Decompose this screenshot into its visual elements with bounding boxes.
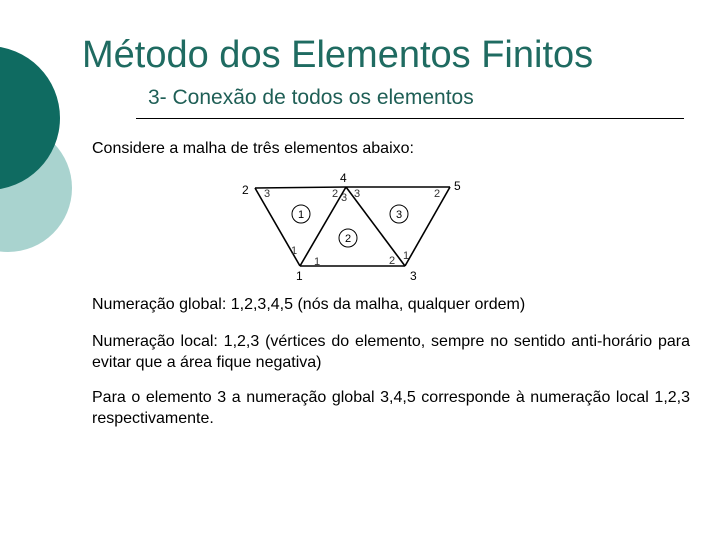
element-2-label: 2 [344, 233, 352, 245]
local-e3-node4: 3 [354, 188, 361, 200]
global-node-1: 1 [296, 269, 303, 283]
local-e3-node3: 1 [403, 250, 410, 262]
slide-title: Método dos Elementos Finitos [82, 34, 594, 76]
global-node-2: 2 [242, 183, 249, 197]
slide-subtitle: 3- Conexão de todos os elementos [148, 86, 474, 109]
local-e2-node1: 1 [314, 256, 321, 268]
edge-5-3 [405, 187, 450, 266]
mesh-diagram [220, 166, 480, 290]
local-e1-node1: 1 [291, 245, 298, 257]
element3-mapping-text: Para o elemento 3 a numeração global 3,4,5 corresponde à numeração local 1,2,3 respectivamente. [92, 389, 690, 427]
divider [136, 118, 684, 119]
local-e2-node3: 2 [389, 255, 396, 267]
global-node-5: 5 [454, 179, 461, 193]
mesh-edges [255, 187, 450, 266]
local-e1-node4: 2 [332, 188, 339, 200]
local-node-labels [264, 188, 440, 268]
element-3-label: 3 [395, 209, 403, 221]
element-1-label: 1 [297, 209, 305, 221]
element-markers [292, 205, 408, 247]
local-e1-node2: 3 [264, 188, 271, 200]
intro-text: Considere a malha de três elementos abaixo: [92, 140, 414, 157]
global-node-3: 3 [410, 269, 417, 283]
global-numbering-text: Numeração global: 1,2,3,4,5 (nós da malha, qualquer ordem) [92, 296, 526, 313]
local-e2-node4: 3 [341, 192, 348, 204]
local-numbering-text: Numeração local: 1,2,3 (vértices do elemento, sempre no sentido anti-horário para evitar que a área fique negativa) [92, 333, 690, 371]
local-e3-node5: 2 [434, 188, 441, 200]
edge-4-1 [297, 187, 346, 266]
global-node-4: 4 [340, 171, 347, 185]
